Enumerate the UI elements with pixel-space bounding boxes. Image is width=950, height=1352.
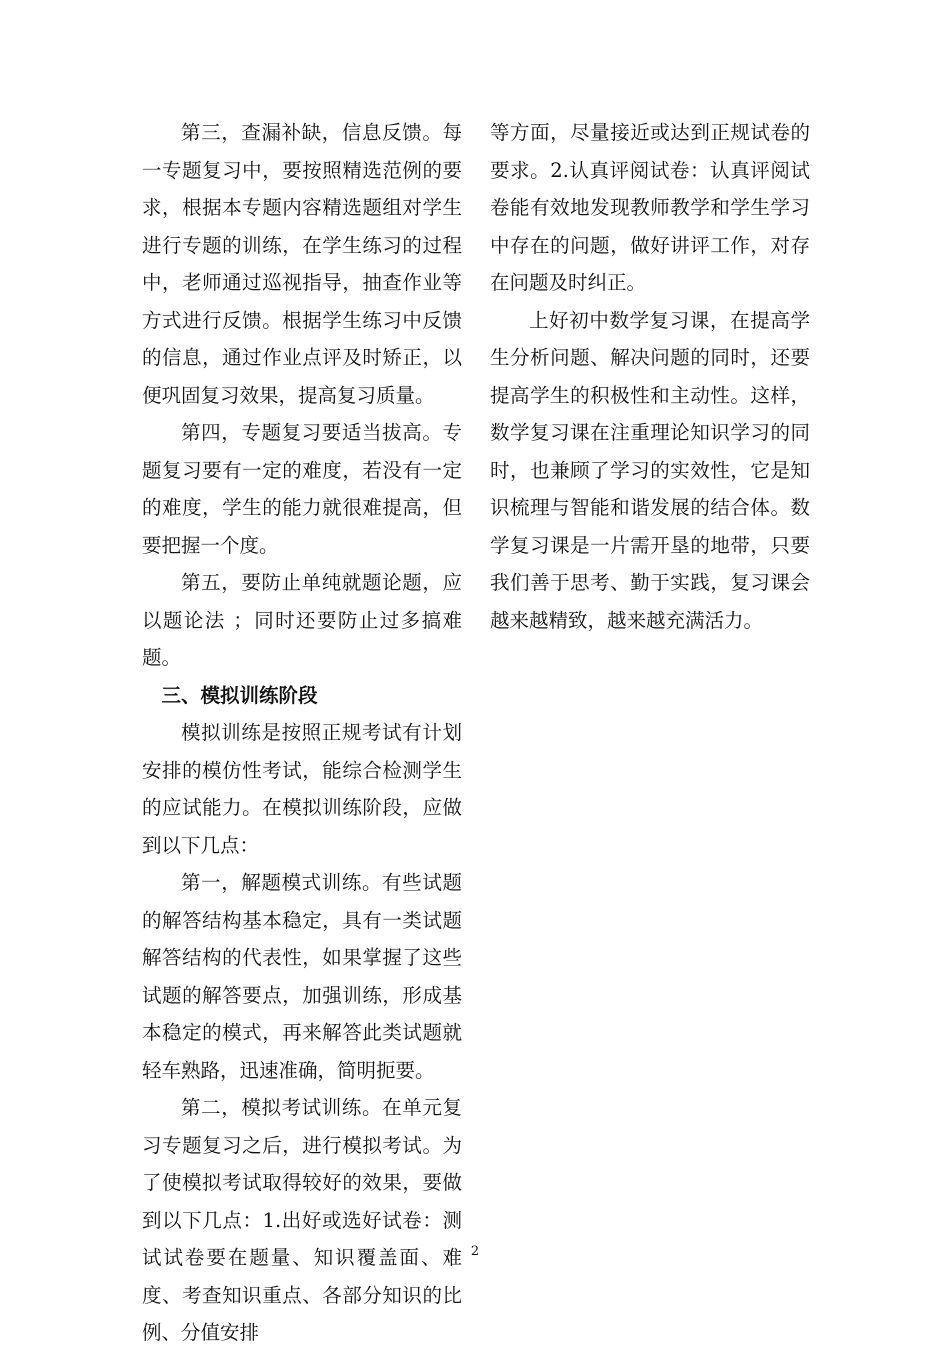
paragraph-mock-exam-continued: 等方面，尽量接近或达到正规试卷的要求。2.认真评阅试卷：认真评阅试卷能有效地发现教师教学和学生学习中存在的问题，做好讲评工作，对存在问题及时纠正。: [490, 121, 810, 294]
left-column: [142, 114, 462, 1352]
paragraph-mock-exam: 第二，模拟考试训练。在单元复习专题复习之后，进行模拟考试。为了使模拟考试取得较好的效果，要做到以下几点：1.出好或选好试卷：测试试卷要在题量、知识覆盖面、难度、考查知识重点、各部分知识的比例、分值安排: [142, 1096, 462, 1344]
paragraph-avoid-pure-problems: 第五，要防止单纯就题论题，应以题论法 ；同时还要防止过多搞难题。: [142, 571, 462, 669]
section-heading: 三、模拟训练阶段: [161, 683, 318, 707]
paragraph-conclusion: 上好初中数学复习课，在提高学生分析问题、解决问题的同时，还要提高学生的积极性和主动性。这样，数学复习课在注重理论知识学习的同时，也兼顾了学习的实效性，它是知识梳理与智能和谐发展的结合体。数学复习课是一片需开垦的地带，只要我们善于思考、勤于实践，复习课会越来越精致，越来越充满活力。: [490, 308, 810, 632]
right-column: [490, 114, 810, 639]
paragraph-raise-difficulty: 第四，专题复习要适当拔高。专题复习要有一定的难度，若没有一定的难度，学生的能力就很难提高，但要把握一个度。: [142, 421, 462, 557]
paragraph-solution-pattern: 第一，解题模式训练。有些试题的解答结构基本稳定，具有一类试题解答结构的代表性，如果掌握了这些试题的解答要点，加强训练，形成基本稳定的模式，再来解答此类试题就轻车熟路，迅速准确，简明扼要。: [142, 871, 462, 1082]
paragraph-check-gaps: 第三，查漏补缺，信息反馈。每一专题复习中，要按照精选范例的要求，根据本专题内容精选题组对学生进行专题的训练，在学生练习的过程中，老师通过巡视指导，抽查作业等方式进行反馈。根据学生练习中反馈的信息，通过作业点评及时矫正，以便巩固复习效果，提高复习质量。: [142, 121, 462, 407]
paragraph-simulation-intro: 模拟训练是按照正规考试有计划安排的模仿性考试，能综合检测学生的应试能力。在模拟训练阶段，应做到以下几点：: [142, 721, 462, 857]
page-number: 2: [470, 1244, 480, 1259]
